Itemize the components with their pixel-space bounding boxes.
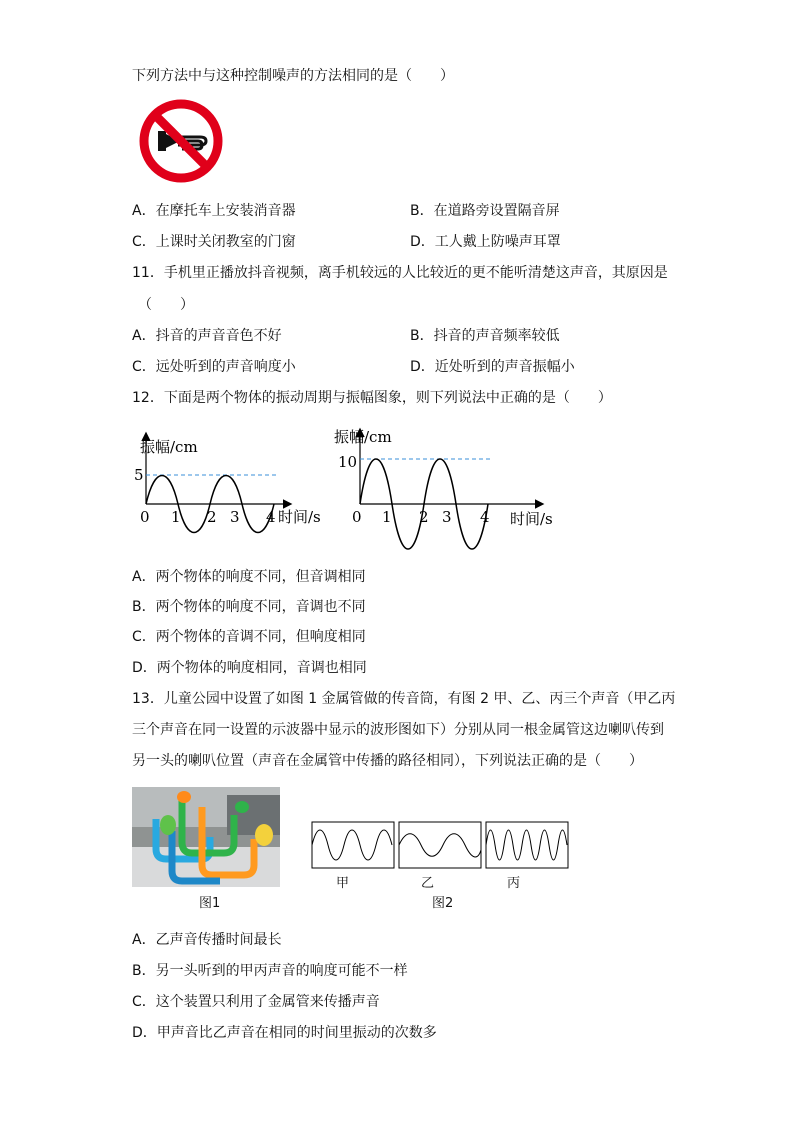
vibration-graph-2 <box>330 420 570 554</box>
graph1-tick-2: 2 <box>207 508 217 526</box>
graph2-tick-3: 3 <box>442 508 452 526</box>
q10-option-c[interactable]: C．上课时关闭教室的门窗 <box>132 234 296 250</box>
graph2-tick-2: 2 <box>419 508 429 526</box>
q12-option-c[interactable]: C．两个物体的音调不同，但响度相同 <box>132 629 366 645</box>
q12-option-d[interactable]: D．两个物体的响度相同，音调也相同 <box>132 660 367 676</box>
no-horn-sign-icon <box>138 98 224 184</box>
wave-label-bing: 丙 <box>507 876 521 891</box>
q11-option-c[interactable]: C．远处听到的声音响度小 <box>132 359 296 375</box>
q12-option-b[interactable]: B．两个物体的响度不同，音调也不同 <box>132 599 366 615</box>
q13-option-a[interactable]: A．乙声音传播时间最长 <box>132 932 282 948</box>
waveform-panels <box>311 820 571 870</box>
graph1-xlabel: 时间/s <box>278 508 321 526</box>
graph2-xlabel: 时间/s <box>510 510 553 528</box>
q11-option-d[interactable]: D．近处听到的声音振幅小 <box>410 359 575 375</box>
graph1-tick-1: 1 <box>171 508 181 526</box>
graph1-amp: 5 <box>134 466 144 484</box>
wave-label-yi: 乙 <box>421 876 435 891</box>
graph2-amp: 10 <box>338 453 358 471</box>
graph2-tick-4: 4 <box>480 508 490 526</box>
wave-label-jia: 甲 <box>336 876 350 891</box>
graph2-tick-0: 0 <box>352 508 362 526</box>
vibration-graph-1 <box>132 428 332 554</box>
q12-option-a[interactable]: A．两个物体的响度不同，但音调相同 <box>132 569 366 585</box>
q11-option-b[interactable]: B．抖音的声音频率较低 <box>410 328 560 344</box>
q10-option-d[interactable]: D．工人戴上防噪声耳罩 <box>410 234 561 250</box>
fig2-caption: 图2 <box>432 896 454 911</box>
graph2-tick-1: 1 <box>382 508 392 526</box>
q13-option-c[interactable]: C．这个装置只利用了金属管来传播声音 <box>132 994 380 1010</box>
graph1-tick-4: 4 <box>266 508 276 526</box>
q12-stem: 12．下面是两个物体的振动周期与振幅图象，则下列说法中正确的是（ ） <box>132 390 612 406</box>
q10-stem: 下列方法中与这种控制噪声的方法相同的是（ ） <box>132 68 454 84</box>
q13-stem-line-1: 13．儿童公园中设置了如图 1 金属管做的传音筒，有图 2 甲、乙、丙三个声音（甲乙丙 <box>132 691 676 707</box>
graph1-ylabel: 振幅/cm <box>140 438 198 456</box>
metal-pipe-photo <box>132 787 280 887</box>
q10-option-b[interactable]: B．在道路旁设置隔音屏 <box>410 203 560 219</box>
q11-stem: 11．手机里正播放抖音视频，离手机较远的人比较近的更不能听清楚这声音，其原因是 <box>132 265 668 281</box>
q13-option-d[interactable]: D．甲声音比乙声音在相同的时间里振动的次数多 <box>132 1025 437 1041</box>
fig1-caption: 图1 <box>199 896 221 911</box>
q11-option-a[interactable]: A．抖音的声音音色不好 <box>132 328 282 344</box>
q13-stem-line-3: 另一头的喇叭位置（声音在金属管中传播的路径相同），下列说法正确的是（ ） <box>132 753 643 769</box>
graph1-tick-0: 0 <box>140 508 150 526</box>
graph2-ylabel: 振幅/cm <box>334 428 392 446</box>
q13-option-b[interactable]: B．另一头听到的甲丙声音的响度可能不一样 <box>132 963 408 979</box>
q11-stem-cont: （ ） <box>138 297 194 313</box>
q13-stem-line-2: 三个声音在同一设置的示波器中显示的波形图如下）分别从同一根金属管这边喇叭传到 <box>132 722 664 738</box>
graph1-tick-3: 3 <box>230 508 240 526</box>
q10-option-a[interactable]: A．在摩托车上安装消音器 <box>132 203 296 219</box>
